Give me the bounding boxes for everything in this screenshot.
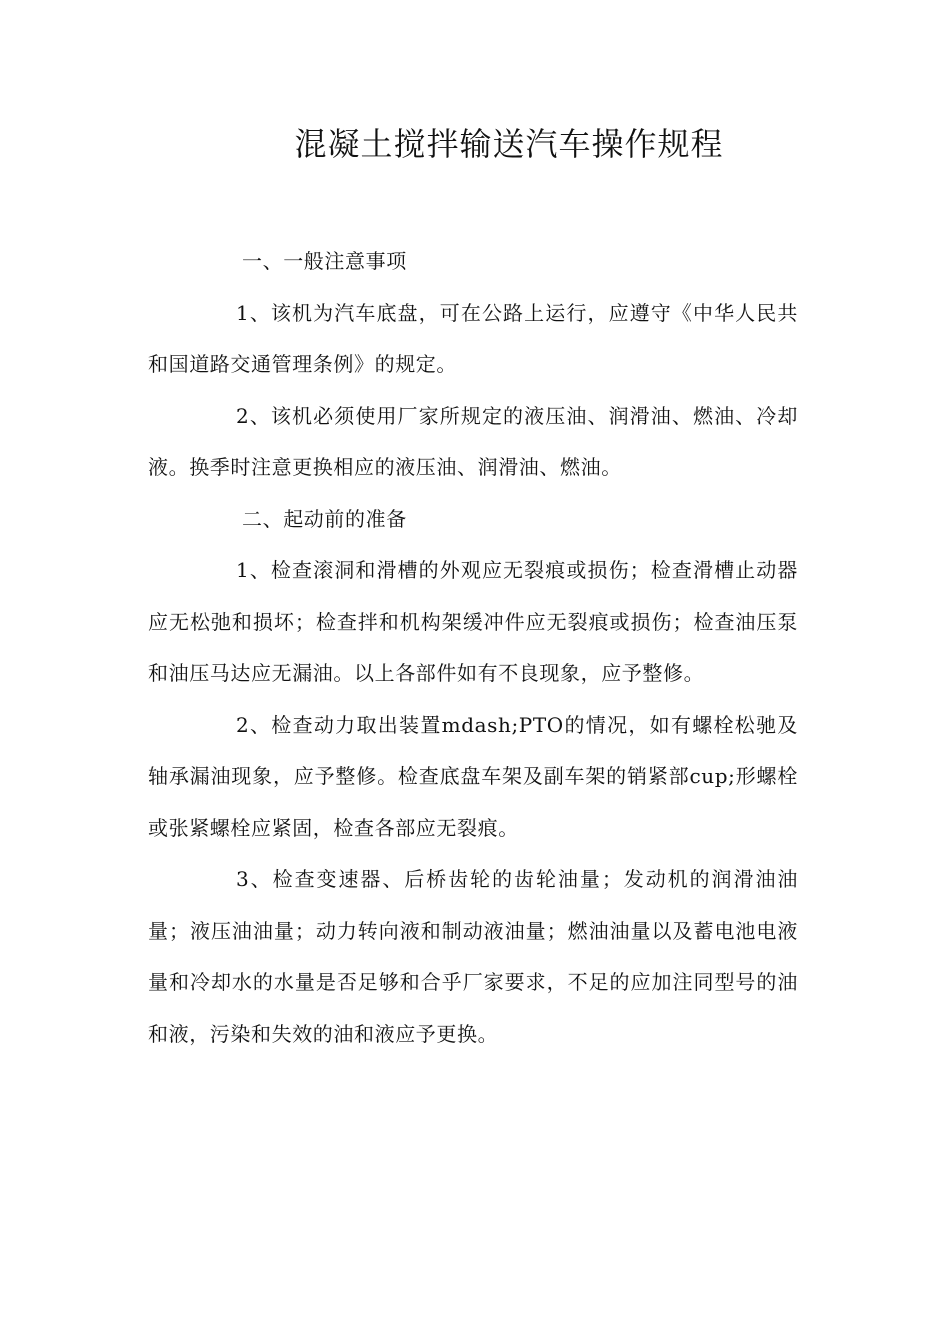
paragraph-general-1: 1、该机为汽车底盘，可在公路上运行，应遵守《中华人民共和国道路交通管理条例》的规定。 — [148, 300, 798, 376]
document-body — [148, 236, 798, 1060]
section-heading-general: 一、一般注意事项 — [242, 249, 407, 273]
paragraph-preparation-1: 1、检查滚洞和滑槽的外观应无裂痕或损伤；检查滑槽止动器应无松弛和损坏；检查拌和机构架缓冲件应无裂痕或损伤；检查油压泵和油压马达应无漏油。以上各部件如有不良现象，应予整修。 — [148, 558, 798, 685]
document-title: 混凝土搅拌输送汽车操作规程 — [294, 125, 724, 163]
paragraph-general-2: 2、该机必须使用厂家所规定的液压油、润滑油、燃油、冷却液。换季时注意更换相应的液压油、润滑油、燃油。 — [148, 403, 798, 479]
section-heading-preparation: 二、起动前的准备 — [242, 506, 407, 531]
paragraph-preparation-3: 3、检查变速器、后桥齿轮的齿轮油量；发动机的润滑油油量；液压油油量；动力转向液和制动液油量；燃油油量以及蓄电池电液量和冷却水的水量是否足够和合乎厂家要求，不足的应加注同型号的油和液，污染和失效的油和液应予更换。 — [148, 867, 798, 1046]
paragraph-preparation-2: 2、检查动力取出装置mdash;PTO的情况，如有螺栓松驰及轴承漏油现象，应予整修。检查底盘车架及副车架的销紧部cup;形螺栓或张紧螺栓应紧固，检查各部应无裂痕。 — [148, 712, 798, 840]
